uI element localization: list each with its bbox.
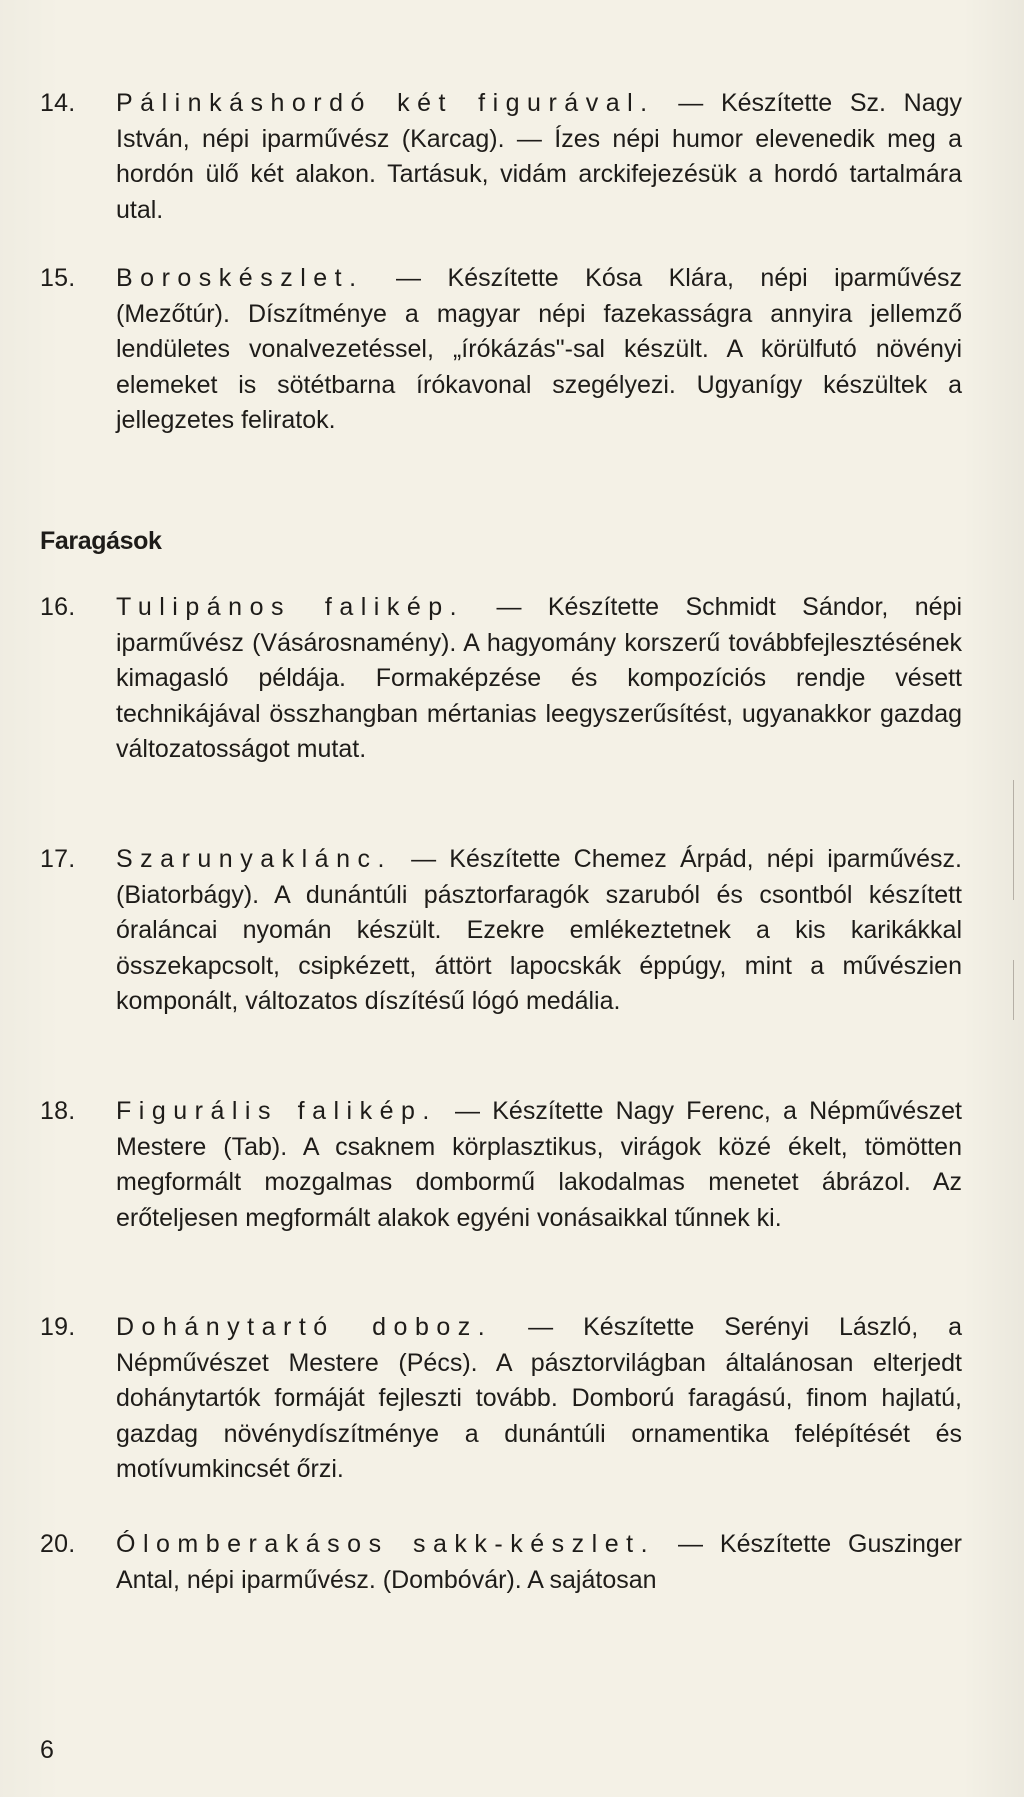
entry-body: — Készítette Chemez Árpád, népi iparművész. (Biatorbágy). A dunántúli pásztorfaragók szaruból és csontból készített óraláncai nyomán készült. Ezekre emlékeztetnek a kis karikákkal összekapcsolt, csipkézett, áttört lapocskák éppúgy, mint a művészien komponált, változatos díszítésű lógó medália. — [116, 845, 962, 1015]
entry-body: — Készítette Nagy Ferenc, a Népművészet Mestere (Tab). A csaknem körplasztikus, virágok közé ékelt, tömötten megformált mozgalmas dombormű lakodalmas menetet ábrázol. Az erőteljesen megformált alakok egyéni vonásaikkal tűnnek ki. — [116, 1097, 962, 1232]
section-heading: Faragások — [40, 527, 162, 555]
entry-number: 14. — [40, 89, 76, 117]
entry-text — [116, 1094, 962, 1236]
entry-body: — Készítette Guszinger Antal, népi iparművész. (Dombóvár). A sajátosan — [116, 1530, 962, 1594]
entry-title: Pálinkáshordó két figurával. — [116, 89, 655, 117]
entry-number: 20. — [40, 1530, 76, 1558]
entry-text — [116, 86, 962, 228]
page-edge-shadow — [1013, 960, 1014, 1020]
entry-title: Dohánytartó doboz. — [116, 1313, 493, 1341]
entry-text — [116, 842, 962, 1020]
entry-text — [116, 1527, 962, 1598]
entry-body: — Készítette Serényi László, a Népművészet Mestere (Pécs). A pásztorvilágban általánosan elterjedt dohánytartók formáját fejleszti tovább. Domború faragású, finom hajlatú, gazdag növénydíszítménye a dunántúli ornamentika felépítését és motívumkincsét őrzi. — [116, 1313, 963, 1483]
entry-text — [116, 1310, 962, 1488]
entry-text — [116, 590, 962, 768]
entry-body: — Készítette Schmidt Sándor, népi iparművész (Vásárosnamény). A hagyomány korszerű továbbfejlesztésének kimagasló példája. Formaképzése és kompozíciós rendje vésett technikájával összhangban mértanias leegyszerűsítést, ugyanakkor gazdag változatosságot mutat. — [116, 593, 962, 763]
entry-title: Szarunyaklánc. — [116, 845, 392, 873]
entry-number: 15. — [40, 264, 76, 292]
page-number: 6 — [40, 1736, 54, 1764]
entry-text — [116, 261, 962, 439]
entry-number: 18. — [40, 1097, 76, 1125]
entry-body: — Készítette Kósa Klára, népi iparművész (Mezőtúr). Díszítménye a magyar népi fazekasságra annyira jellemző lendületes vonalvezetéssel, „írókázás"-sal készült. A körülfutó növényi elemeket is sötétbarna írókavonal szegélyezi. Ugyanígy készültek a jellegzetes feliratok. — [116, 264, 962, 434]
entry-title: Figurális falikép. — [116, 1097, 437, 1125]
entry-title: Boroskészlet. — [116, 264, 364, 292]
entry-number: 17. — [40, 845, 76, 873]
entry-title: Ólomberakásos sakk-készlet. — [116, 1530, 656, 1558]
entry-number: 19. — [40, 1313, 76, 1341]
entry-title: Tulipános falikép. — [116, 593, 465, 621]
entry-number: 16. — [40, 593, 76, 621]
entry-body: — Készítette Sz. Nagy István, népi iparművész (Karcag). — Ízes népi humor elevenedik meg a hordón ülő két alakon. Tartásuk, vidám arckifejezésük a hordó tartalmára utal. — [116, 89, 963, 224]
page-edge-shadow — [1013, 780, 1014, 900]
